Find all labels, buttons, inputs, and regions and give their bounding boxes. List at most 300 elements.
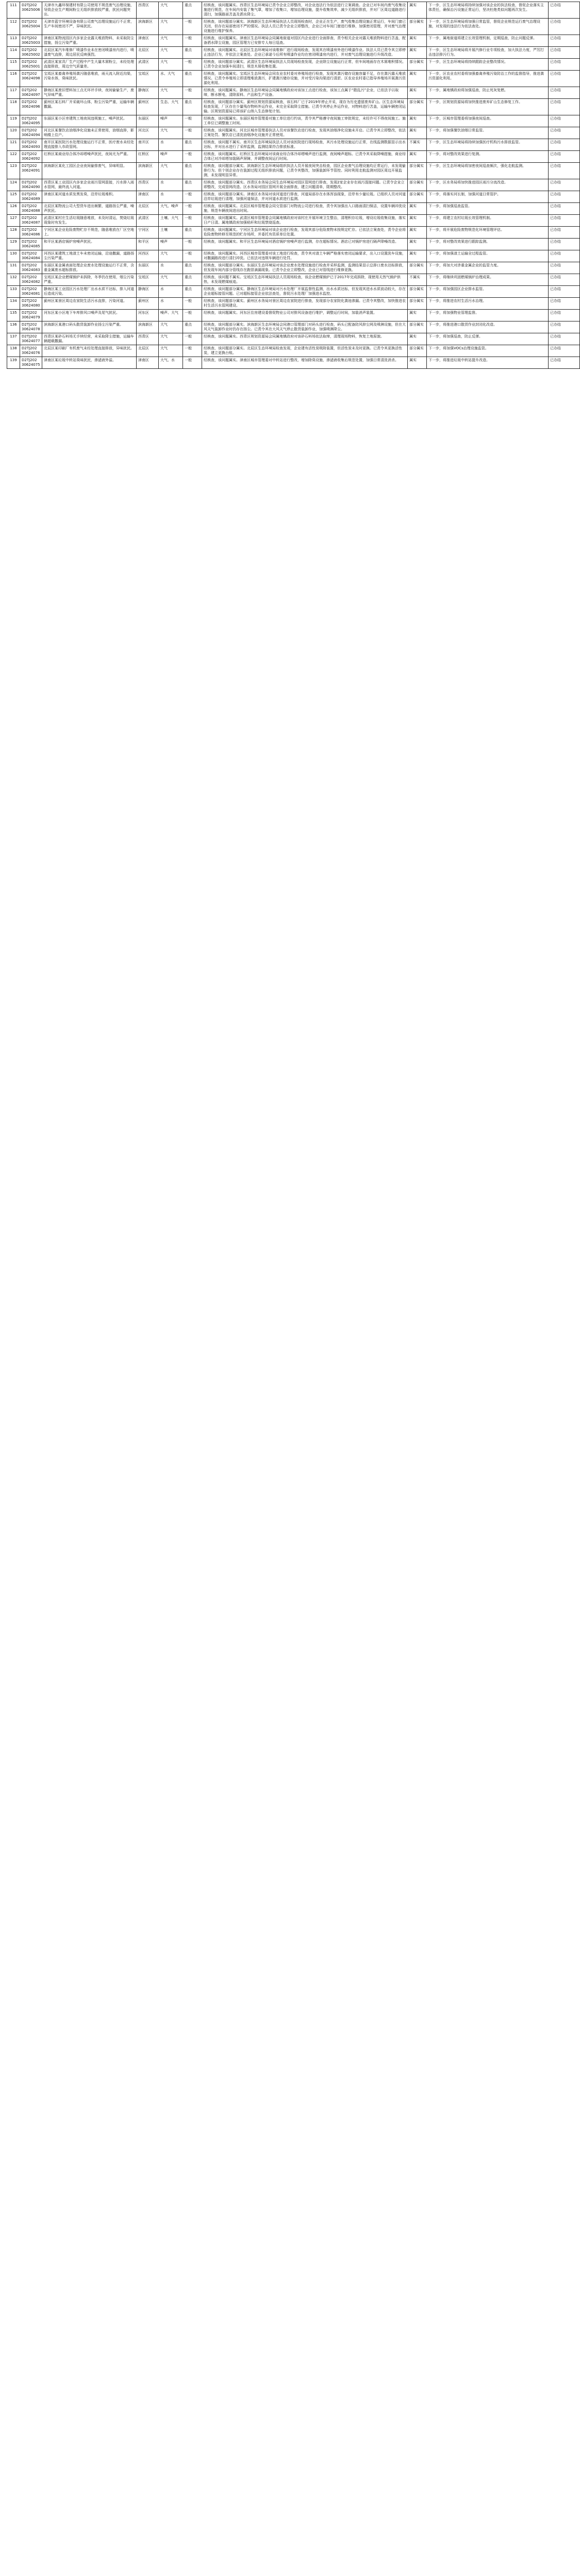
row-index-cell: 128 [7,227,20,239]
table-row [7,99,580,115]
completion-status-cell: 已办结 [549,215,580,227]
completion-status-cell: 已办结 [549,2,580,19]
case-code-cell: D2TJ202 30624088 [20,203,42,215]
table-row [7,333,580,345]
completion-status-cell: 已办结 [549,286,580,298]
case-code-cell: D2TJ202 30624098 [20,71,42,87]
district-cell: 宝坻区 [137,71,159,87]
pollution-type-cell: 大气、水 [159,357,183,369]
completion-status-cell: 已办结 [549,87,580,99]
table-row [7,250,580,262]
next-steps-cell: 下一步，将建立农村垃圾长效管理机制。 [427,215,549,227]
case-category-cell: 重点 [183,321,202,333]
next-steps-cell: 下一步，属地街道将建立长效管理机制，定期巡查，防止问题反弹。 [427,35,549,47]
district-cell: 西青区 [137,333,159,345]
problem-description-cell: 天津市九鑫环保建材有限公司使用不规范废气治理设施，导致企业生产期间粉尘无组织排放较严重，扰民问题突出。 [42,2,137,19]
case-code-cell: D2TJ202 30624078 [20,321,42,333]
pollution-type-cell: 大气 [159,163,183,179]
pollution-type-cell: 大气 [159,274,183,286]
case-code-cell: D2TJ202 30624097 [20,87,42,99]
pollution-type-cell: 噪声 [159,239,183,250]
investigation-result-cell: 经核查，该问题属实。西青区生态环境局已责令企业立即整改，对企业违法行为依法进行立案调查。企业已对车间内废气收集设施进行规范，在车间内安装了集气罩，增加了收集口，增加治理设施，提升收集效率，减少无组织排放，并对厂区周边道路进行清扫，加强路面苫盖及洒水降尘。 [202,2,408,19]
case-category-cell: 一般 [183,250,202,262]
verification-status-cell: 属实 [408,250,427,262]
district-cell: 北辰区 [137,203,159,215]
case-category-cell: 一般 [183,215,202,227]
table-row [7,2,580,19]
problem-description-cell: 西青区某砂石料场无手续经营，未采取降尘措施，运输车辆超载撒漏。 [42,333,137,345]
district-cell: 河北区 [137,127,159,139]
case-category-cell: 一般 [183,127,202,139]
problem-description-cell: 宝坻区某畜禽养殖场粪污随意堆放，雨天流入附近沟渠，污染水体，臭味扰民。 [42,71,137,87]
verification-status-cell: 属实 [408,333,427,345]
district-cell: 蓟州区 [137,298,159,310]
investigation-result-cell: 经核查，该问题属实。东丽区城市管理委对施工单位进行约谈，责令其严格遵守夜间施工审批规定，未经许可不得夜间施工。施工单位已调整施工时间。 [202,115,408,127]
pollution-type-cell: 大气 [159,333,183,345]
table-row [7,227,580,239]
case-category-cell: 一般 [183,191,202,203]
district-cell: 武清区 [137,59,159,71]
pollution-type-cell: 大气 [159,2,183,19]
next-steps-cell: 下一步，将加强渣土运输全过程监管。 [427,250,549,262]
next-steps-cell: 下一步，将加强物业管理监督。 [427,310,549,321]
problem-description-cell: 北辰区某汽车维修厂喷漆作业未在密闭喷漆房内进行，喷漆废气直排，周边居民反映强烈。 [42,47,137,59]
verification-status-cell: 属实 [408,239,427,250]
completion-status-cell: 已办结 [549,163,580,179]
pollution-type-cell: 水 [159,179,183,191]
completion-status-cell: 已办结 [549,310,580,321]
investigation-result-cell: 经核查，该问题部分属实。滨海新区生态环境局执法人员现场检查时，企业正在生产，废气收集治理设施正常运行，车间门窗已关闭，但存在局部密闭不严的情况。执法人员已责令企业立即整改，企业已对车间门窗进行维修，加强密闭管理，并对废气治理设施进行维护保养。 [202,19,408,35]
row-index-cell: 111 [7,2,20,19]
table-row [7,321,580,333]
next-steps-cell: 下一步，将加强巡查监管。 [427,203,549,215]
complaint-table [7,2,580,369]
pollution-type-cell: 土壤、大气 [159,215,183,227]
case-code-cell: D2TJ202 30624089 [20,191,42,203]
problem-description-cell: 宁河区某企业危险废物贮存不规范，随意堆放在厂区空地上。 [42,227,137,239]
district-cell: 静海区 [137,87,159,99]
completion-status-cell: 已办结 [549,59,580,71]
verification-status-cell: 属实 [408,127,427,139]
verification-status-cell: 部分属实 [408,163,427,179]
completion-status-cell: 已办结 [549,203,580,215]
table-row [7,286,580,298]
table-row [7,87,580,99]
investigation-result-cell: 经核查，该问题属实。宝坻区生态环境局会同农业农村委对养殖场进行检查，发现其粪污储存设施容量不足，存在粪污露天堆放情况。已责令养殖场立即清理堆放粪污，扩建粪污储存设施，并对受污染沟渠进行清淤。区农业农村委已指导养殖场开展粪污资源化利用。 [202,71,408,87]
problem-description-cell: 河东区某小区地下车库排风口噪声及尾气扰民。 [42,310,137,321]
verification-status-cell: 部分属实 [408,286,427,298]
case-category-cell: 一般 [183,298,202,310]
table-row [7,59,580,71]
case-category-cell: 重点 [183,286,202,298]
row-index-cell: 119 [7,115,20,127]
investigation-result-cell: 经核查，该问题部分属实。东丽区生态环境局对该企业废水处理设施进行检查并采样监测，监测结果显示总排口废水达标排放，但发现车间内部分管线存在跑冒滴漏现象。已责令企业立即整改，企业已对管线进行维修更换。 [202,262,408,274]
problem-description-cell: 东丽区某金属表面处理企业废水处理设施运行不正常，含重金属废水超标排放。 [42,262,137,274]
next-steps-cell: 下一步，将推进垃圾中转站提升改造。 [427,357,549,369]
pollution-type-cell: 生态、大气 [159,99,183,115]
pollution-type-cell: 大气 [159,250,183,262]
pollution-type-cell: 大气 [159,19,183,35]
next-steps-cell: 下一步，区水务局将加快推进园区雨污分流改造。 [427,179,549,191]
row-index-cell: 138 [7,345,20,357]
case-code-cell: D2TJ202 30625006 [20,2,42,19]
verification-status-cell: 属实 [408,310,427,321]
completion-status-cell: 已办结 [549,71,580,87]
row-index-cell: 129 [7,239,20,250]
case-code-cell: D2TJ202 30624094 [20,127,42,139]
row-index-cell: 135 [7,310,20,321]
investigation-result-cell: 经核查，该问题属实。北辰区城市管理委会同交管部门对物流公司进行检查，责令其加强出入口路面清扫保洁，设置车辆冲洗设施，规范车辆夜间进出时间。 [202,203,408,215]
district-cell: 津南区 [137,357,159,369]
investigation-result-cell: 经核查，该问题属实。河北区城市管理委执法人员对该餐饮店进行检查，发现其油烟净化设施未开启。已责令其立即整改，依法立案处罚。餐饮店已清洗油烟净化设施并正常使用。 [202,127,408,139]
district-cell: 滨海新区 [137,321,159,333]
row-index-cell: 112 [7,19,20,35]
case-code-cell: D2TJ202 30625001 [20,59,42,71]
district-cell: 蓟州区 [137,99,159,115]
pollution-type-cell: 大气 [159,47,183,59]
pollution-type-cell: 噪声 [159,115,183,127]
next-steps-cell: 下一步，区生态环境局将加强日常监管，督促企业规范运行废气治理设施，对发现的违法行为依法查处。 [427,19,549,35]
district-cell: 宁河区 [137,227,159,239]
verification-status-cell: 部分属实 [408,179,427,191]
row-index-cell: 117 [7,87,20,99]
investigation-result-cell: 经核查，该问题部分属实。津南区水务局对该河道进行排查，河道局部存在水体浑浊现象，沿岸有少量垃圾。已组织人员对河道沿岸垃圾进行清理，加强河道保洁，并对河道水质进行监测。 [202,191,408,203]
case-category-cell: 一般 [183,151,202,163]
investigation-result-cell: 经核查，该问题属实。西青区规划资源局会同属地镇政府对该砂石料场依法取缔，清理现场物料，恢复土地原貌。 [202,333,408,345]
case-category-cell: 重点 [183,99,202,115]
row-index-cell: 137 [7,333,20,345]
verification-status-cell: 属实 [408,203,427,215]
row-index-cell: 118 [7,99,20,115]
case-code-cell: D2TJ202 30625002 [20,47,42,59]
investigation-result-cell: 经核查，该问题属实。宁河区生态环境局对该企业进行检查，发现其部分危险废物未按规定贮存。已依法立案查处，责令企业将危险废物转移至规范的贮存场所，并委托有资质单位处置。 [202,227,408,239]
table-row [7,127,580,139]
investigation-result-cell: 经核查，该问题属实。河西区城市管理委对该工地进行检查，责令其对渣土车辆严格落实密闭运输要求，出入口设置洗车设施，对撒漏路段进行清扫冲洗。已依法对违规车辆进行处罚。 [202,250,408,262]
problem-description-cell: 和平区某酒店锅炉房噪声扰民。 [42,239,137,250]
verification-status-cell: 部分属实 [408,99,427,115]
verification-status-cell: 部分属实 [408,59,427,71]
case-code-cell: D2TJ202 30624079 [20,310,42,321]
table-row [7,19,580,35]
case-category-cell: 重点 [183,227,202,239]
table-row [7,71,580,87]
case-category-cell: 重点 [183,163,202,179]
pollution-type-cell: 大气 [159,35,183,47]
next-steps-cell: 下一步，将对整改效果进行复测。 [427,151,549,163]
problem-description-cell: 红桥区某商业综合体冷却塔噪声扰民，夜间尤为严重。 [42,151,137,163]
problem-description-cell: 滨海新区某港口码头散货装卸作业扬尘污染严重。 [42,321,137,333]
case-category-cell: 一般 [183,35,202,47]
case-category-cell: 重点 [183,262,202,274]
row-index-cell: 125 [7,191,20,203]
case-code-cell: D2TJ202 30624080 [20,298,42,310]
case-category-cell: 重点 [183,139,202,151]
pollution-type-cell: 水 [159,286,183,298]
pollution-type-cell: 水 [159,139,183,151]
case-category-cell: 一般 [183,239,202,250]
verification-status-cell: 属实 [408,2,427,19]
verification-status-cell: 属实 [408,115,427,127]
problem-description-cell: 河西区某建筑工地渣土车未密闭运输，沿途撒漏，道路扬尘污染严重。 [42,250,137,262]
problem-description-cell: 西青区某工业园区内多家企业雨污管网混接，污水排入雨水管网，最终流入河道。 [42,179,137,191]
completion-status-cell: 已办结 [549,262,580,274]
verification-status-cell: 部分属实 [408,19,427,35]
case-code-cell: D2TJ202 30624081 [20,286,42,298]
row-index-cell: 132 [7,274,20,286]
pollution-type-cell: 大气 [159,59,183,71]
investigation-result-cell: 经核查，该问题部分属实。北辰区生态环境局检查发现，企业建有活性炭吸附装置，但活性炭未及时更换。已责令其更换活性炭，建立更换台账。 [202,345,408,357]
problem-description-cell: 北辰区某印刷厂有机废气未经处理直接排放，异味扰民。 [42,345,137,357]
completion-status-cell: 已办结 [549,99,580,115]
case-category-cell: 重点 [183,179,202,191]
district-cell: 宝坻区 [137,274,159,286]
pollution-type-cell: 土壤 [159,227,183,239]
pollution-type-cell: 大气 [159,345,183,357]
verification-status-cell: 属实 [408,215,427,227]
pollution-type-cell: 噪声、大气 [159,310,183,321]
row-index-cell: 130 [7,250,20,262]
completion-status-cell: 已办结 [549,47,580,59]
completion-status-cell: 已办结 [549,19,580,35]
case-category-cell: 一般 [183,59,202,71]
next-steps-cell: 下一步，将继续巩固燃煤锅炉治理成果。 [427,274,549,286]
verification-status-cell: 部分属实 [408,321,427,333]
case-category-cell: 重点 [183,47,202,59]
case-code-cell: D2TJ202 30624095 [20,115,42,127]
row-index-cell: 122 [7,151,20,163]
problem-description-cell: 津南区某物流园区内多家企业露天堆放物料，未采取防尘措施，扬尘污染严重。 [42,35,137,47]
case-code-cell: D2TJ202 30624076 [20,345,42,357]
district-cell: 武清区 [137,215,159,227]
investigation-result-cell: 经核查，该问题属实。武清区城市管理委会同属地镇政府对该村庄开展环境卫生整治，清理积存垃圾，增设垃圾收集设施，落实日产日清。属地镇政府加强秸秆和垃圾禁烧巡查。 [202,215,408,227]
case-code-cell: D2TJ202 30624096 [20,99,42,115]
next-steps-cell: 下一步，将开展危险废物规范化环境管理评估。 [427,227,549,239]
next-steps-cell: 下一步，将推进农村生活污水治理。 [427,298,549,310]
next-steps-cell: 下一步，区规划资源局将加快推进废弃矿山生态修复工作。 [427,99,549,115]
verification-status-cell: 部分属实 [408,345,427,357]
verification-status-cell: 属实 [408,87,427,99]
row-index-cell: 133 [7,286,20,298]
completion-status-cell: 已办结 [549,227,580,239]
investigation-result-cell: 经核查，该问题部分属实。武清区生态环境局执法人员现场检查发现，企业除尘设施运行正常，但车间地面存在木屑堆积情况。已责令企业加强车间清扫，规范木屑收集处置。 [202,59,408,71]
completion-status-cell: 已办结 [549,357,580,369]
verification-status-cell: 部分属实 [408,262,427,274]
table-row [7,298,580,310]
row-index-cell: 134 [7,298,20,310]
problem-description-cell: 天津市蓝宇环境设备有限公司废气治理设施运行不正常，生产车间密闭不严，异味扰民。 [42,19,137,35]
completion-status-cell: 已办结 [549,35,580,47]
investigation-result-cell: 经核查，该问题属实。静海区生态环境局会同属地镇政府对该加工点进行检查，该加工点属于“散乱污”企业，已依法予以取缔，断水断电，清除原料、产品和生产设备。 [202,87,408,99]
district-cell: 西青区 [137,179,159,191]
problem-description-cell: 蓟州区某石料厂开采破坏山体，粉尘污染严重，运输车辆撒漏。 [42,99,137,115]
investigation-result-cell: 经核查，该问题属实。河东区住房建设委督促物业公司对排风设备进行维护，调整运行时间，加装消声装置。 [202,310,408,321]
table-row [7,345,580,357]
case-code-cell: D2TJ202 30624083 [20,262,42,274]
table-row [7,239,580,250]
verification-status-cell: 属实 [408,47,427,59]
problem-description-cell: 南开区某医院污水处理设施运行不正常，医疗废水未经处理直接排入市政管网。 [42,139,137,151]
row-index-cell: 121 [7,139,20,151]
completion-status-cell: 已办结 [549,345,580,357]
completion-status-cell: 已办结 [549,127,580,139]
table-row [7,115,580,127]
case-category-cell: 重点 [183,2,202,19]
next-steps-cell: 下一步，区生态环境局将持续加强对该企业的执法检查，督促企业落实主体责任，确保治污设施正常运行，坚决杜绝类似问题再次发生。 [427,2,549,19]
verification-status-cell: 不属实 [408,274,427,286]
investigation-result-cell: 经核查，该问题部分属实。静海区生态环境局对污水处理厂开展监督性监测，出水水质达标，但发现其进水水质波动较大，存在企业超标接管问题。已对超标接管企业依法查处，督促污水处理厂加强进水监控。 [202,286,408,298]
verification-status-cell: 属实 [408,151,427,163]
pollution-type-cell: 大气、噪声 [159,203,183,215]
completion-status-cell: 已办结 [549,298,580,310]
case-category-cell: 一般 [183,310,202,321]
problem-description-cell: 蓟州区某景区周边农家院生活污水直排，污染河道。 [42,298,137,310]
investigation-result-cell: 经核查，该问题部分属实。滨海新区生态环境局组织执法人员开展夜间突击检查，园区企业废气治理设施均正常运行，未发现偷排行为。但个别企业存在装卸过程无组织排放问题，已责令其整改，加强装卸环节管控。同时利用走航监测对园区周边开展监测，未发现明显异常。 [202,163,408,179]
completion-status-cell: 已办结 [549,151,580,163]
row-index-cell: 116 [7,71,20,87]
problem-description-cell: 津南区某河道水质发黑发臭，沿岸垃圾堆积。 [42,191,137,203]
case-category-cell: 一般 [183,19,202,35]
completion-status-cell: 已办结 [549,179,580,191]
district-cell: 滨海新区 [137,19,159,35]
district-cell: 西青区 [137,2,159,19]
next-steps-cell: 下一步，将落实河长制，加强河道日常管护。 [427,191,549,203]
next-steps-cell: 下一步，将加强餐饮油烟日常监管。 [427,127,549,139]
completion-status-cell: 已办结 [549,333,580,345]
next-steps-cell: 下一步，区生态环境局将开展汽修行业专项检查，加大执法力度，严厉打击违法排污行为。 [427,47,549,59]
next-steps-cell: 下一步，将加强园区企业排水监管。 [427,286,549,298]
table-row [7,274,580,286]
district-cell: 南开区 [137,139,159,151]
case-code-cell: D2TJ202 30624090 [20,179,42,191]
investigation-result-cell: 经核查，该问题属实。津南区城市管理委对中转站进行整改，增加除臭设施，渗滤液收集后规范处置，加强日常清洗消杀。 [202,357,408,369]
next-steps-cell: 下一步，区农业农村委将加强畜禽养殖污染防治工作的监督指导，推进粪污资源化利用。 [427,71,549,87]
verification-status-cell: 属实 [408,71,427,87]
pollution-type-cell: 水、大气 [159,71,183,87]
completion-status-cell: 已办结 [549,250,580,262]
next-steps-cell: 下一步，区生态环境局将持续加强医疗机构污水排放监管。 [427,139,549,151]
case-code-cell: D2TJ202 30624086 [20,227,42,239]
table-row [7,179,580,191]
next-steps-cell: 下一步，将加强巡查，防止反弹。 [427,333,549,345]
verification-status-cell: 不属实 [408,139,427,151]
district-cell: 北辰区 [137,345,159,357]
case-code-cell: D2TJ202 30624077 [20,333,42,345]
completion-status-cell: 已办结 [549,321,580,333]
row-index-cell: 120 [7,127,20,139]
investigation-result-cell: 经核查，该问题属实。津南区生态环境局会同属地街道对园区内企业进行全面排查，责令相关企业对露天堆放物料进行苫盖，配备洒水降尘设施，园区管理方已安排专人每日巡查。 [202,35,408,47]
problem-description-cell: 武清区某家具厂生产过程中产生大量木屑粉尘，未经处理直接排放，周边空气质量差。 [42,59,137,71]
investigation-result-cell: 经核查，该问题部分属实。蓟州区水务局对景区周边农家院进行排查，发现部分农家院化粪池渗漏。已责令其整改，加快推进农村生活污水管网建设。 [202,298,408,310]
verification-status-cell: 部分属实 [408,191,427,203]
case-category-cell: 重点 [183,71,202,87]
case-code-cell: D2TJ202 30624075 [20,357,42,369]
table-row [7,191,580,203]
pollution-type-cell: 水 [159,262,183,274]
verification-status-cell: 属实 [408,227,427,239]
investigation-result-cell: 经核查，该问题属实。北辰区生态环境局对该维修厂进行现场检查，发现其在喷漆房外进行喷漆作业。执法人员已责令其立即停止违法行为，并依法立案查处。企业已承诺今后所有喷漆作业均在密闭喷漆房内进行，并对废气治理设施进行升级改造。 [202,47,408,59]
next-steps-cell: 下一步，区城市管理委将加强夜间巡查。 [427,115,549,127]
next-steps-cell: 下一步，区生态环境局将持续跟踪企业整改情况。 [427,59,549,71]
completion-status-cell: 已办结 [549,139,580,151]
completion-status-cell: 已办结 [549,274,580,286]
problem-description-cell: 静海区某工业园区污水处理厂出水水质不达标，排入河道后造成污染。 [42,286,137,298]
investigation-result-cell: 经核查，该问题不属实。南开区生态环境局执法人员对该医院进行现场检查，其污水处理设施运行正常，在线监测数据显示出水达标，并对出水进行了采样监测，监测结果符合排放标准。 [202,139,408,151]
investigation-result-cell: 经核查，该问题不属实。宝坻区生态环境局执法人员现场检查，该企业燃煤锅炉已于2017年完成拆除，现使用天然气锅炉供热，未发现燃煤痕迹。 [202,274,408,286]
problem-description-cell: 津南区某垃圾中转站臭味扰民，渗滤液外溢。 [42,357,137,369]
case-category-cell: 一般 [183,333,202,345]
pollution-type-cell: 大气 [159,321,183,333]
row-index-cell: 136 [7,321,20,333]
completion-status-cell: 已办结 [549,191,580,203]
table-row [7,151,580,163]
investigation-result-cell: 经核查，该问题部分属实。蓟州区规划资源局核查，该石料厂已于2019年停止开采，现存为历史遗留废弃矿山。区生态环境局检查发现，厂区存在少量残存物料外运作业，未完全采取降尘措施。已责令其停止外运作业，对物料进行苫盖，运输车辆密闭运输。区规划资源局已将该矿山纳入生态修复计划。 [202,99,408,115]
table-row [7,215,580,227]
case-code-cell: D2TJ202 30625004 [20,19,42,35]
investigation-result-cell: 经核查，该问题部分属实。西青区水务局会同生态环境局对园区管网进行排查，发现2家企业存在雨污混接问题。已责令企业立即整改，完成管网改造。区水务局对园区管网开展全面排查，建立问题清单，限期整改。 [202,179,408,191]
verification-status-cell: 属实 [408,35,427,47]
case-code-cell: D2TJ202 30624082 [20,274,42,286]
case-category-cell: 一般 [183,87,202,99]
district-cell: 东丽区 [137,262,159,274]
district-cell: 和平区 [137,239,159,250]
district-cell: 津南区 [137,191,159,203]
next-steps-cell: 下一步，将对整改效果进行跟踪监测。 [427,239,549,250]
case-category-cell: 一般 [183,115,202,127]
district-cell: 红桥区 [137,151,159,163]
problem-description-cell: 静海区某废旧塑料加工点无环评手续，夜间偷偷生产，废气异味严重。 [42,87,137,99]
problem-description-cell: 宝坻区某企业燃煤锅炉未拆除，冬季仍在使用，烟尘污染严重。 [42,274,137,286]
problem-description-cell: 滨海新区某化工园区企业夜间偷排废气，异味明显。 [42,163,137,179]
row-index-cell: 131 [7,262,20,274]
investigation-result-cell: 经核查，该问题属实。和平区生态环境局对酒店锅炉房噪声进行监测，存在超标情况。酒店已对锅炉房进行隔声降噪改造。 [202,239,408,250]
district-cell: 滨海新区 [137,163,159,179]
next-steps-cell: 下一步，区生态环境局将加密夜间巡查频次，强化走航监测。 [427,163,549,179]
row-index-cell: 114 [7,47,20,59]
case-category-cell: 一般 [183,203,202,215]
case-category-cell: 重点 [183,274,202,286]
table-row [7,163,580,179]
district-cell: 静海区 [137,286,159,298]
table-row [7,310,580,321]
next-steps-cell: 下一步，属地镇政府将加强巡查，防止死灰复燃。 [427,87,549,99]
case-code-cell: D2TJ202 30624084 [20,250,42,262]
problem-description-cell: 武清区某村庄生活垃圾随意堆放，未及时清运，焚烧垃圾现象时有发生。 [42,215,137,227]
district-cell: 津南区 [137,35,159,47]
next-steps-cell: 下一步，将推进港口散货作业封闭化改造。 [427,321,549,333]
district-cell: 河西区 [137,250,159,262]
row-index-cell: 123 [7,163,20,179]
verification-status-cell: 部分属实 [408,298,427,310]
row-index-cell: 127 [7,215,20,227]
case-code-cell: D2TJ202 30624087 [20,215,42,227]
table-row [7,262,580,274]
next-steps-cell: 下一步，将加强VOCs治理设施监管。 [427,345,549,357]
case-code-cell: D2TJ202 30624093 [20,139,42,151]
district-cell: 东丽区 [137,115,159,127]
investigation-result-cell: 经核查，该问题部分属实。滨海新区生态环境局会同港口管理部门对码头进行检查，码头已配备防风抑尘网及喷淋设施，但在大风天气装卸作业时仍存在扬尘。已责令其在大风天气停止散货装卸作业，加强喷淋降尘。 [202,321,408,333]
pollution-type-cell: 大气 [159,127,183,139]
case-category-cell: 一般 [183,345,202,357]
case-code-cell: D2TJ202 30624091 [20,163,42,179]
investigation-result-cell: 经核查，该问题属实。红桥区生态环境局对该商业综合体冷却塔噪声进行监测，夜间噪声超标。已责令其采取降噪措施，商业综合体已对冷却塔加装隔声屏障，并调整夜间运行时间。 [202,151,408,163]
next-steps-cell: 下一步，将加大对涉重金属企业的监管力度。 [427,262,549,274]
table-row [7,203,580,215]
table-row [7,47,580,59]
pollution-type-cell: 大气 [159,87,183,99]
problem-description-cell: 东丽区某小区旁建筑工地夜间违规施工，噪声扰民。 [42,115,137,127]
table-row [7,357,580,369]
verification-status-cell: 属实 [408,357,427,369]
